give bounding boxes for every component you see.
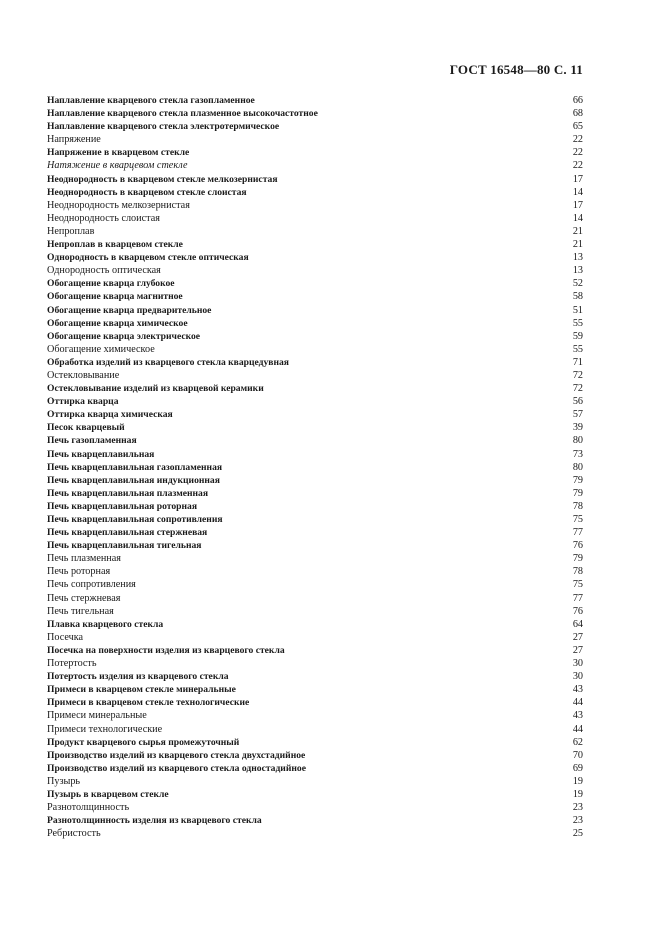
index-entry-page: 64 xyxy=(572,618,583,630)
index-entry xyxy=(47,120,583,133)
index-entry-page: 76 xyxy=(572,605,583,617)
index-entry-page: 52 xyxy=(572,278,583,290)
index-entry-term: Наплавление кварцевого стекла электротермическое xyxy=(47,121,280,133)
index-entry xyxy=(47,408,583,421)
index-entry-term: Неоднородность в кварцевом стекле мелкозернистая xyxy=(47,173,278,185)
index-entry xyxy=(47,94,583,107)
index-entry xyxy=(47,317,583,330)
index-entry xyxy=(47,290,583,303)
index-entry xyxy=(47,644,583,657)
index-entry xyxy=(47,539,583,552)
index-entry-page: 19 xyxy=(572,788,583,800)
index-entry xyxy=(47,801,583,814)
index-entry xyxy=(47,382,583,395)
index-entry-page: 75 xyxy=(572,579,583,591)
index-entry xyxy=(47,434,583,447)
index-entry-term: Оттирка кварца xyxy=(47,396,119,408)
index-entry-term: Остекловывание xyxy=(47,369,120,381)
index-entry xyxy=(47,304,583,317)
index-entry-page: 66 xyxy=(572,95,583,106)
index-entry xyxy=(47,631,583,644)
index-entry-term: Примеси технологические xyxy=(47,723,163,735)
index-entry xyxy=(47,159,583,172)
index-entry-page: 80 xyxy=(572,461,583,473)
index-entry xyxy=(47,552,583,565)
index-entry-page: 23 xyxy=(572,802,583,814)
index-entry-page: 55 xyxy=(572,343,583,355)
index-entry-term: Напряжение в кварцевом стекле xyxy=(47,147,190,159)
index-entry-term: Печь роторная xyxy=(47,566,111,578)
index-entry-term: Потертость изделия из кварцевого стекла xyxy=(47,671,229,683)
index-entry-term: Печь тигельная xyxy=(47,605,114,617)
index-entry-term: Примеси минеральные xyxy=(47,710,147,722)
index-entry-page: 22 xyxy=(572,147,583,159)
index-entry-page: 70 xyxy=(572,749,583,761)
index-entry-page: 25 xyxy=(572,828,583,840)
index-entry-term: Продукт кварцевого сырья промежуточный xyxy=(47,736,240,748)
index-entry xyxy=(47,146,583,159)
index-entry-page: 21 xyxy=(572,225,583,237)
index-entry-term: Обогащение кварца электрическое xyxy=(47,330,201,342)
index-entry-page: 77 xyxy=(572,592,583,604)
index-entry xyxy=(47,277,583,290)
index-entry xyxy=(47,173,583,186)
index-entry-term: Наплавление кварцевого стекла газопламенное xyxy=(47,95,255,106)
index-entry xyxy=(47,251,583,264)
index-entry-term: Потертость xyxy=(47,658,97,670)
index-entry-page: 71 xyxy=(572,356,583,368)
index-entry-page: 27 xyxy=(572,631,583,643)
index-entry-page: 13 xyxy=(572,252,583,264)
index-entry xyxy=(47,775,583,788)
index-entry-term: Обогащение кварца химическое xyxy=(47,317,188,329)
index-entry xyxy=(47,133,583,146)
index-entry-page: 59 xyxy=(572,330,583,342)
index-entry-term: Неоднородность слоистая xyxy=(47,212,160,224)
index-entry xyxy=(47,605,583,618)
index-entry-page: 14 xyxy=(572,212,583,224)
index-entry-term: Обогащение химическое xyxy=(47,343,155,355)
index-entry xyxy=(47,369,583,382)
index-entry-page: 57 xyxy=(572,409,583,421)
index-entry-term: Печь кварцеплавильная индукционная xyxy=(47,474,220,486)
index-entry-page: 72 xyxy=(572,383,583,395)
index-entry xyxy=(47,186,583,199)
index-entry-page: 17 xyxy=(572,199,583,211)
index-entry-page: 58 xyxy=(572,291,583,303)
index-entry-term: Производство изделий из кварцевого стекла двухстадийное xyxy=(47,749,306,761)
index-entry-page: 17 xyxy=(572,173,583,185)
index-entry-term: Непроплав xyxy=(47,225,95,237)
index-entry-term: Посечка на поверхности изделия из кварцевого стекла xyxy=(47,644,285,656)
index-entry xyxy=(47,330,583,343)
index-entry-page: 39 xyxy=(572,422,583,434)
index-entry-term: Печь кварцеплавильная плазменная xyxy=(47,487,209,499)
index-entry xyxy=(47,474,583,487)
index-entry-page: 78 xyxy=(572,500,583,512)
index-entry-term: Пузырь xyxy=(47,775,81,787)
index-entry-page: 79 xyxy=(572,474,583,486)
index-entry-term: Производство изделий из кварцевого стекла одностадийное xyxy=(47,762,306,774)
index-entry xyxy=(47,683,583,696)
index-entry-term: Печь плазменная xyxy=(47,553,121,565)
index-entry-page: 44 xyxy=(572,697,583,709)
index-entry-page: 13 xyxy=(572,265,583,277)
index-entry-page: 72 xyxy=(572,369,583,381)
index-entry-page: 44 xyxy=(572,723,583,735)
index-entry-page: 23 xyxy=(572,815,583,827)
index-entry-page: 62 xyxy=(572,736,583,748)
index-entry xyxy=(47,199,583,212)
index-entry xyxy=(47,212,583,225)
index-entry-page: 76 xyxy=(572,540,583,552)
index-entry-page: 68 xyxy=(572,108,583,120)
index-entry-page: 14 xyxy=(572,186,583,198)
index-entry-page: 22 xyxy=(572,160,583,172)
index-entry xyxy=(47,827,583,840)
index-entry-term: Обогащение кварца глубокое xyxy=(47,278,175,290)
index-entry-term: Непроплав в кварцевом стекле xyxy=(47,239,183,251)
index-entry xyxy=(47,749,583,762)
index-entry xyxy=(47,709,583,722)
index-entry-term: Разнотолщинность xyxy=(47,802,130,814)
index-entry-term: Остекловывание изделий из кварцевой керамики xyxy=(47,383,264,395)
index-entry-page: 69 xyxy=(572,762,583,774)
index-entry-term: Плавка кварцевого стекла xyxy=(47,618,164,630)
index-entry xyxy=(47,618,583,631)
term-index-list xyxy=(47,94,583,840)
index-entry xyxy=(47,500,583,513)
index-entry xyxy=(47,578,583,591)
index-entry xyxy=(47,723,583,736)
index-entry xyxy=(47,814,583,827)
index-entry-term: Печь сопротивления xyxy=(47,579,136,591)
index-entry-page: 73 xyxy=(572,448,583,460)
index-entry xyxy=(47,395,583,408)
index-entry-page: 75 xyxy=(572,514,583,525)
index-entry-page: 51 xyxy=(572,304,583,316)
index-entry-page: 78 xyxy=(572,566,583,578)
index-entry xyxy=(47,461,583,474)
index-entry-term: Ребристость xyxy=(47,828,101,840)
index-entry-term: Наплавление кварцевого стекла плазменное высокочастотное xyxy=(47,108,318,120)
index-entry-page: 43 xyxy=(572,684,583,696)
index-entry xyxy=(47,592,583,605)
index-entry-page: 79 xyxy=(572,553,583,565)
index-entry xyxy=(47,657,583,670)
index-entry xyxy=(47,736,583,749)
index-entry xyxy=(47,238,583,251)
index-entry-term: Печь кварцеплавильная сопротивления xyxy=(47,514,223,525)
index-entry-term: Обработка изделий из кварцевого стекла кварцедувная xyxy=(47,356,289,368)
index-entry-page: 55 xyxy=(572,317,583,329)
index-entry xyxy=(47,696,583,709)
index-entry-term: Однородность оптическая xyxy=(47,265,161,277)
index-entry-term: Примеси в кварцевом стекле минеральные xyxy=(47,684,236,696)
index-entry-page: 30 xyxy=(572,671,583,683)
index-entry-page: 22 xyxy=(572,134,583,146)
index-entry-term: Неоднородность в кварцевом стекле слоистая xyxy=(47,186,247,198)
index-entry-page: 56 xyxy=(572,396,583,408)
index-entry xyxy=(47,762,583,775)
index-entry xyxy=(47,421,583,434)
index-entry-term: Натяжение в кварцевом стекле xyxy=(47,160,188,172)
index-entry xyxy=(47,343,583,356)
index-entry-term: Печь кварцеплавильная тигельная xyxy=(47,540,202,552)
index-entry xyxy=(47,264,583,277)
index-entry-page: 77 xyxy=(572,527,583,539)
index-entry-page: 30 xyxy=(572,658,583,670)
index-entry xyxy=(47,788,583,801)
index-entry-term: Примеси в кварцевом стекле технологические xyxy=(47,697,250,709)
index-entry xyxy=(47,448,583,461)
index-entry xyxy=(47,487,583,500)
index-entry xyxy=(47,107,583,120)
index-entry xyxy=(47,670,583,683)
index-entry-term: Печь стержневая xyxy=(47,592,121,604)
index-entry-page: 43 xyxy=(572,710,583,722)
index-entry xyxy=(47,356,583,369)
index-entry xyxy=(47,565,583,578)
index-entry-page: 27 xyxy=(572,644,583,656)
index-entry-term: Разнотолщинность изделия из кварцевого стекла xyxy=(47,815,262,827)
index-entry-term: Печь кварцеплавильная xyxy=(47,448,155,460)
index-entry-term: Печь кварцеплавильная газопламенная xyxy=(47,461,223,473)
index-entry-page: 80 xyxy=(572,435,583,447)
index-entry-page: 19 xyxy=(572,775,583,787)
index-entry-term: Песок кварцевый xyxy=(47,422,125,434)
index-entry-term: Обогащение кварца магнитное xyxy=(47,291,183,303)
index-entry-term: Напряжение xyxy=(47,134,101,146)
index-entry xyxy=(47,526,583,539)
index-entry-term: Оттирка кварца химическая xyxy=(47,409,173,421)
index-entry xyxy=(47,225,583,238)
index-entry-term: Однородность в кварцевом стекле оптическая xyxy=(47,252,249,264)
index-entry-term: Пузырь в кварцевом стекле xyxy=(47,788,169,800)
index-entry-term: Посечка xyxy=(47,631,84,643)
index-entry-page: 21 xyxy=(572,239,583,251)
index-entry-term: Неоднородность мелкозернистая xyxy=(47,199,190,211)
page-header: ГОСТ 16548—80 С. 11 xyxy=(449,62,583,77)
index-entry xyxy=(47,513,583,526)
index-entry-term: Печь кварцеплавильная роторная xyxy=(47,500,198,512)
index-entry-term: Обогащение кварца предварительное xyxy=(47,304,212,316)
index-entry-term: Печь кварцеплавильная стержневая xyxy=(47,527,208,539)
index-entry-term: Печь газопламенная xyxy=(47,435,137,447)
index-entry-page: 65 xyxy=(572,121,583,133)
index-entry-page: 79 xyxy=(572,487,583,499)
